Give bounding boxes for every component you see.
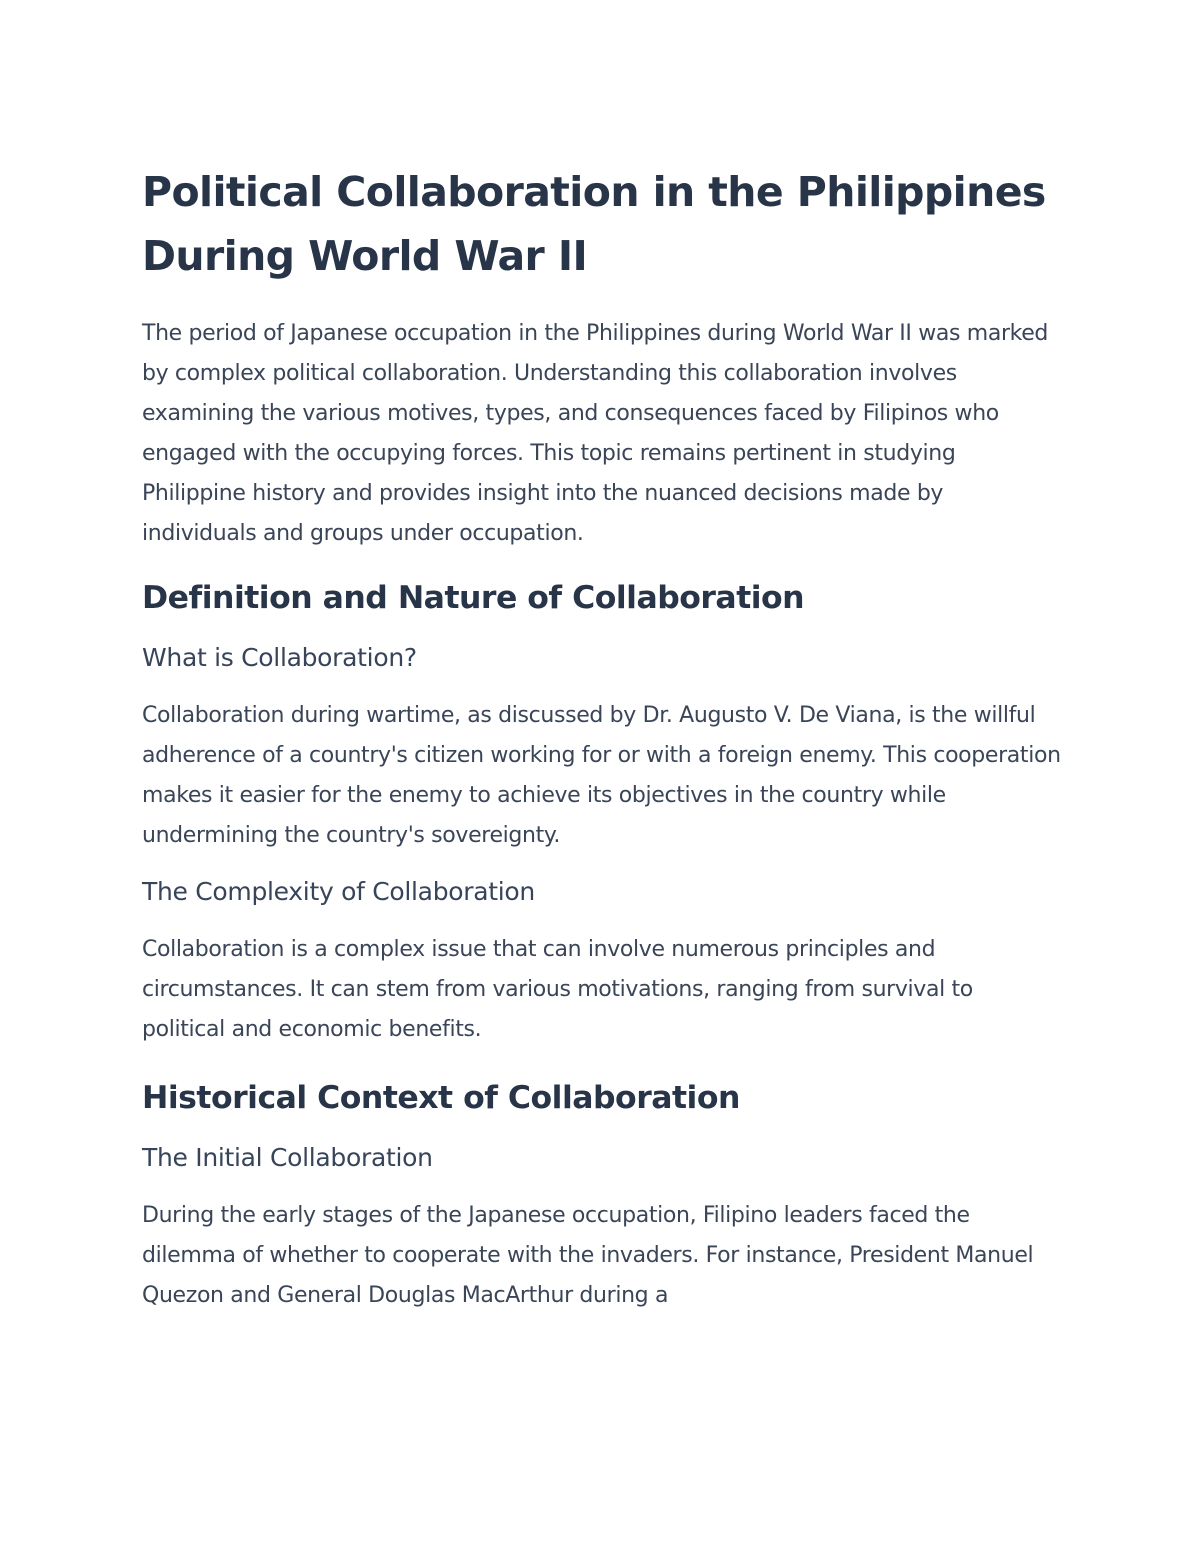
section-heading-definition: Definition and Nature of Collaboration <box>142 580 805 616</box>
subsection-body-complexity: Collaboration is a complex issue that can involve numerous principles and circumstances. It can stem from various motivations, ranging from survival to political and economic benefits. <box>142 937 973 1042</box>
intro-paragraph: The period of Japanese occupation in the Philippines during World War II was marked by complex political collaboration. Understanding this collaboration involves examining the various motives, types, and consequences faced by Filipinos who engaged with the occupying forces. This topic remains pertinent in studying Philippine history and provides insight into the nuanced decisions made by individuals and groups under occupation. <box>142 321 1049 546</box>
document-page <box>142 160 1062 1334</box>
subsection-heading-complexity: The Complexity of Collaboration <box>142 877 535 906</box>
subsection-body-what-is-collaboration: Collaboration during wartime, as discussed by Dr. Augusto V. De Viana, is the willful adherence of a country's citizen working for or with a foreign enemy. This cooperation makes it easier for the enemy to achieve its objectives in the country while undermining the country's sovereignty. <box>142 703 1061 848</box>
subsection-heading-initial-collaboration: The Initial Collaboration <box>142 1143 433 1172</box>
section-heading-historical-context: Historical Context of Collaboration <box>142 1080 740 1116</box>
subsection-heading-what-is-collaboration: What is Collaboration? <box>142 643 417 672</box>
subsection-body-initial-collaboration: During the early stages of the Japanese occupation, Filipino leaders faced the dilemma of whether to cooperate with the invaders. For instance, President Manuel Quezon and General Douglas MacArthur during a <box>142 1203 1034 1308</box>
document-title: Political Collaboration in the Philippines During World War II <box>142 168 1046 280</box>
